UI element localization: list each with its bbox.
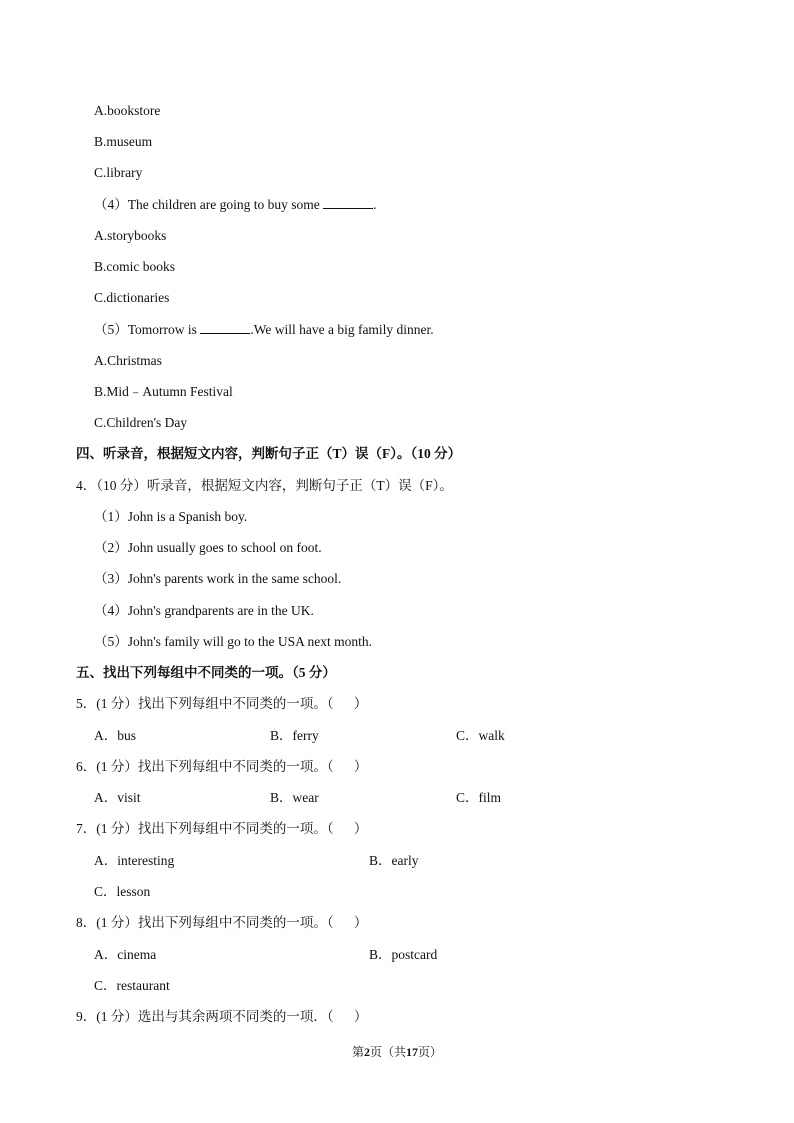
question-9-stem: 9．(1 分）选出与其余两项不同类的一项．（ ）: [76, 1009, 368, 1024]
choice-c: C．lesson: [94, 884, 151, 899]
sub-question-4: [94, 196, 376, 213]
choice-b: B．wear: [270, 790, 319, 805]
statement-item: （3）John's parents work in the same school.: [94, 571, 342, 586]
choice-b: B．early: [369, 853, 419, 868]
choice-c: C．walk: [456, 728, 505, 743]
choice-a: A．bus: [94, 728, 137, 743]
option-line: C.library: [94, 165, 143, 180]
choice-b: B．postcard: [369, 947, 438, 962]
option-line: B.museum: [94, 134, 153, 149]
choice-a: A．visit: [94, 790, 141, 805]
question-8-stem: 8．(1 分）找出下列每组中不同类的一项。（ ）: [76, 915, 368, 930]
sub-question-5: [94, 321, 434, 338]
answer-blank: [200, 321, 250, 334]
choice-c: C．film: [456, 790, 502, 805]
sub-question-5-end: .We will have a big family dinner.: [250, 322, 434, 337]
footer-total-pages: 17: [406, 1045, 418, 1059]
sub-question-4-text: （4）The children are going to buy some: [94, 197, 324, 212]
choice-a: A．interesting: [94, 853, 175, 868]
section-heading-5: 五、找出下列每组中不同类的一项。（5 分）: [76, 665, 336, 680]
sub-question-4-end: .: [373, 197, 377, 212]
footer-middle: 页（共: [369, 1045, 406, 1059]
option-line: C.dictionaries: [94, 290, 170, 305]
option-line: C.Children's Day: [94, 415, 188, 430]
statement-item: （4）John's grandparents are in the UK.: [94, 603, 314, 618]
option-line: A.bookstore: [94, 103, 161, 118]
section-heading-4: 四、听录音，根据短文内容，判断句子正（T）误（F）。（10 分）: [76, 446, 462, 461]
question-6-stem: 6．(1 分）找出下列每组中不同类的一项。（ ）: [76, 759, 368, 774]
sub-question-5-text: （5）Tomorrow is: [94, 322, 201, 337]
choice-a: A．cinema: [94, 947, 157, 962]
footer-suffix: 页）: [418, 1045, 443, 1059]
option-line: B.Mid﹣Autumn Festival: [94, 384, 233, 399]
statement-item: （2）John usually goes to school on foot.: [94, 540, 322, 555]
option-line: A.storybooks: [94, 228, 167, 243]
choice-c: C．restaurant: [94, 978, 170, 993]
footer-prefix: 第: [351, 1045, 364, 1059]
question-4-stem: 4．（10 分）听录音，根据短文内容，判断句子正（T）误（F）。: [76, 478, 453, 493]
question-5-stem: 5．(1 分）找出下列每组中不同类的一项。（ ）: [76, 696, 368, 711]
answer-blank: [323, 196, 373, 209]
statement-item: （5）John's family will go to the USA next month.: [94, 634, 373, 649]
option-line: B.comic books: [94, 259, 175, 274]
question-7-stem: 7．(1 分）找出下列每组中不同类的一项。（ ）: [76, 821, 368, 836]
choice-b: B．ferry: [270, 728, 319, 743]
statement-item: （1）John is a Spanish boy.: [94, 509, 248, 524]
footer-page-number: 2: [363, 1045, 370, 1059]
option-line: A.Christmas: [94, 353, 162, 368]
page-footer: [0, 1043, 794, 1060]
